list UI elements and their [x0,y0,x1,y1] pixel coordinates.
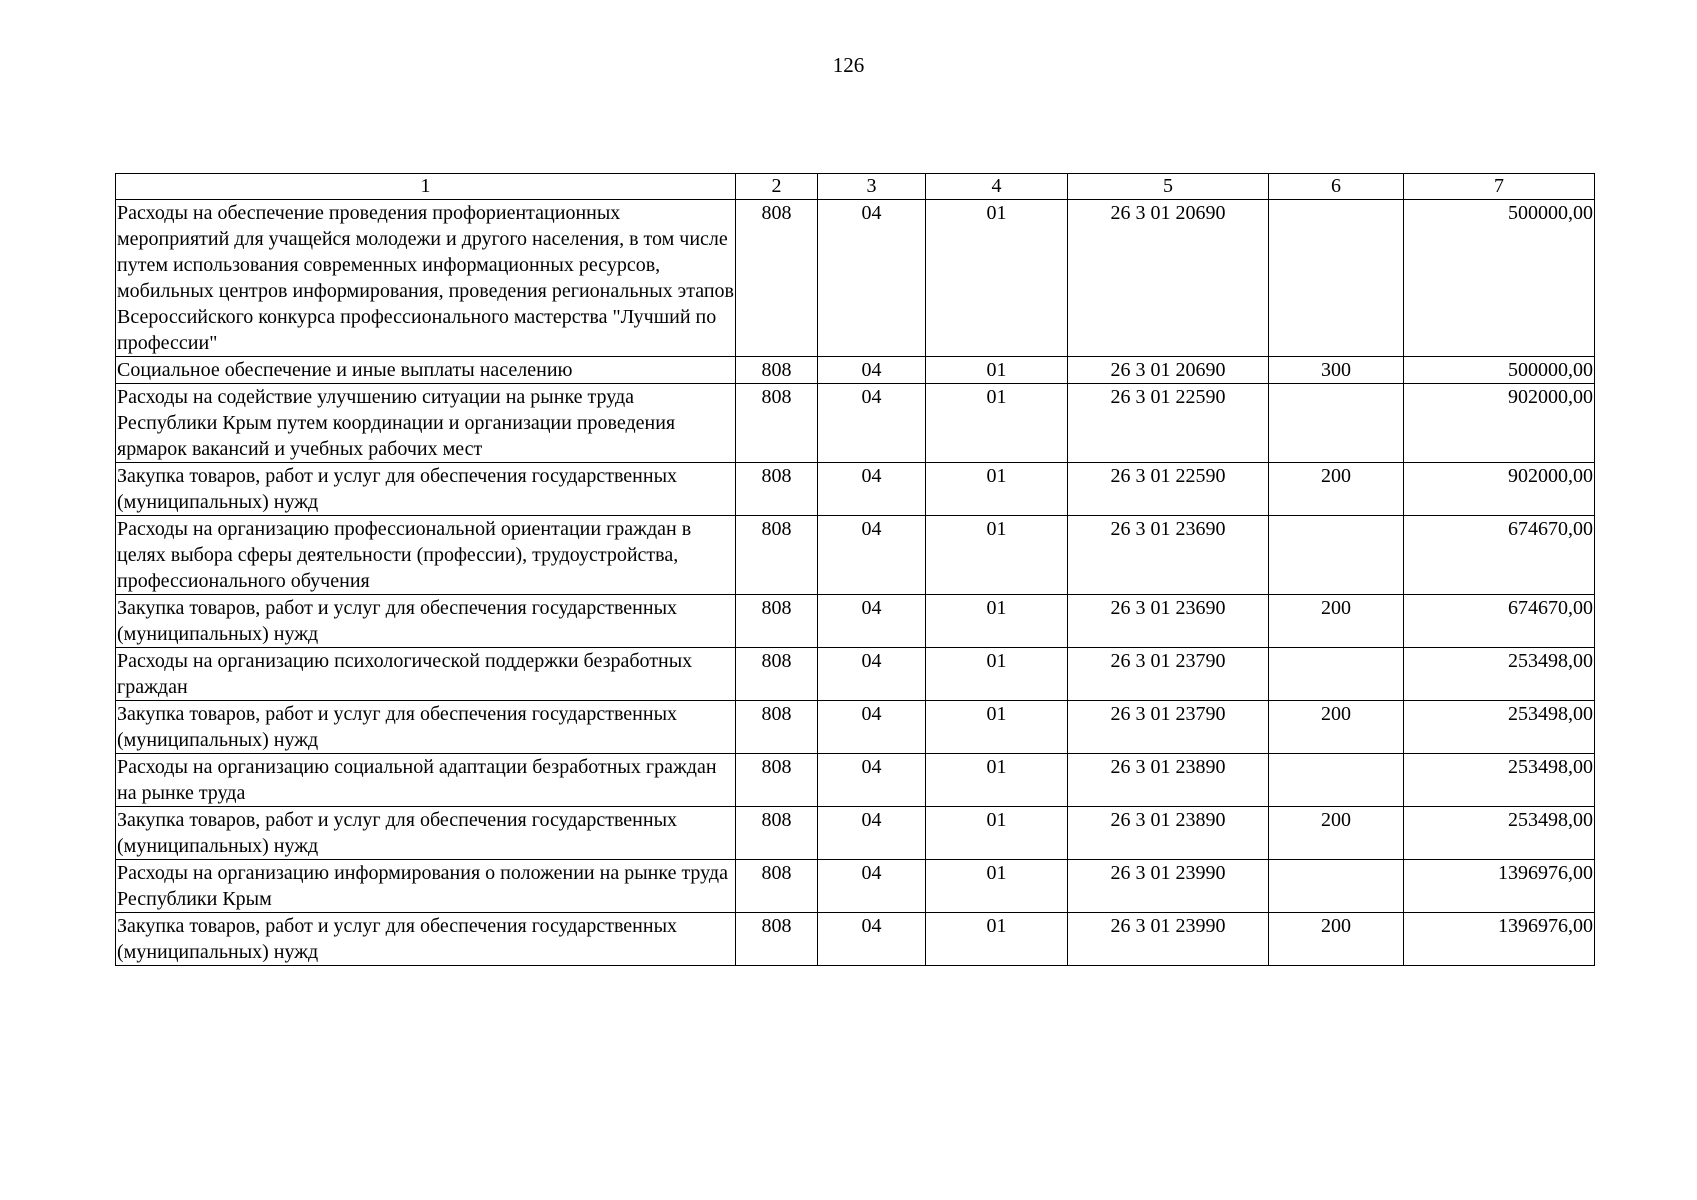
row-subsection-cell: 01 [926,648,1068,701]
table-row [116,701,1595,754]
row-expense-type-cell: 200 [1269,913,1404,966]
table-row [116,516,1595,595]
row-name-cell: Расходы на организацию психологической поддержки безработных граждан [116,648,736,701]
row-section-cell: 04 [818,200,926,357]
page-number: 126 [832,53,865,77]
row-subsection-cell: 01 [926,357,1068,384]
table-row [116,807,1595,860]
row-expense-type-cell [1269,754,1404,807]
header-col-2: 2 [736,174,818,200]
row-section-cell: 04 [818,754,926,807]
row-section-cell: 04 [818,463,926,516]
row-subsection-cell: 01 [926,463,1068,516]
row-ministry-cell: 808 [736,516,818,595]
header-col-6: 6 [1269,174,1404,200]
table-row [116,463,1595,516]
header-col-3: 3 [818,174,926,200]
row-ministry-cell: 808 [736,701,818,754]
row-target-code-cell: 26 3 01 23790 [1068,648,1269,701]
row-amount-cell: 500000,00 [1404,357,1595,384]
budget-table [115,173,1595,966]
row-section-cell: 04 [818,595,926,648]
row-amount-cell: 253498,00 [1404,754,1595,807]
header-col-5: 5 [1068,174,1269,200]
row-amount-cell: 253498,00 [1404,807,1595,860]
table-row [116,754,1595,807]
row-subsection-cell: 01 [926,754,1068,807]
row-subsection-cell: 01 [926,516,1068,595]
row-name-cell: Закупка товаров, работ и услуг для обеспечения государственных (муниципальных) нужд [116,595,736,648]
table-row [116,384,1595,463]
row-amount-cell: 500000,00 [1404,200,1595,357]
table-row [116,357,1595,384]
row-ministry-cell: 808 [736,357,818,384]
row-subsection-cell: 01 [926,913,1068,966]
row-expense-type-cell: 200 [1269,463,1404,516]
row-subsection-cell: 01 [926,595,1068,648]
header-col-1: 1 [116,174,736,200]
header-col-7: 7 [1404,174,1595,200]
row-section-cell: 04 [818,648,926,701]
row-expense-type-cell: 200 [1269,807,1404,860]
row-target-code-cell: 26 3 01 22590 [1068,384,1269,463]
row-section-cell: 04 [818,913,926,966]
row-amount-cell: 253498,00 [1404,701,1595,754]
row-ministry-cell: 808 [736,754,818,807]
row-amount-cell: 1396976,00 [1404,913,1595,966]
row-amount-cell: 674670,00 [1404,595,1595,648]
row-name-cell: Расходы на организацию социальной адаптации безработных граждан на рынке труда [116,754,736,807]
row-name-cell: Расходы на обеспечение проведения профориентационных мероприятий для учащейся молодежи и другого населения, в том числе путем использования современных информационных ресурсов, мобильных центров информирования, проведения региональных этапов Всероссийского конкурса профессионального мастерства "Лучший по профессии" [116,200,736,357]
row-amount-cell: 902000,00 [1404,463,1595,516]
row-target-code-cell: 26 3 01 22590 [1068,463,1269,516]
table-row [116,200,1595,357]
row-target-code-cell: 26 3 01 23690 [1068,595,1269,648]
row-ministry-cell: 808 [736,648,818,701]
table-row [116,595,1595,648]
row-section-cell: 04 [818,701,926,754]
row-name-cell: Закупка товаров, работ и услуг для обеспечения государственных (муниципальных) нужд [116,913,736,966]
row-target-code-cell: 26 3 01 23890 [1068,754,1269,807]
table-row [116,860,1595,913]
row-target-code-cell: 26 3 01 23790 [1068,701,1269,754]
row-amount-cell: 902000,00 [1404,384,1595,463]
row-target-code-cell: 26 3 01 20690 [1068,200,1269,357]
table-header [116,174,1595,200]
row-ministry-cell: 808 [736,860,818,913]
row-ministry-cell: 808 [736,913,818,966]
row-expense-type-cell: 200 [1269,595,1404,648]
row-subsection-cell: 01 [926,807,1068,860]
row-amount-cell: 1396976,00 [1404,860,1595,913]
header-col-4: 4 [926,174,1068,200]
row-subsection-cell: 01 [926,701,1068,754]
row-subsection-cell: 01 [926,200,1068,357]
row-expense-type-cell [1269,860,1404,913]
row-expense-type-cell [1269,384,1404,463]
table-row [116,913,1595,966]
row-section-cell: 04 [818,807,926,860]
row-name-cell: Закупка товаров, работ и услуг для обеспечения государственных (муниципальных) нужд [116,463,736,516]
row-expense-type-cell [1269,516,1404,595]
row-subsection-cell: 01 [926,860,1068,913]
row-section-cell: 04 [818,860,926,913]
row-target-code-cell: 26 3 01 20690 [1068,357,1269,384]
row-ministry-cell: 808 [736,463,818,516]
row-expense-type-cell [1269,200,1404,357]
row-ministry-cell: 808 [736,200,818,357]
row-ministry-cell: 808 [736,384,818,463]
row-expense-type-cell: 300 [1269,357,1404,384]
row-name-cell: Социальное обеспечение и иные выплаты населению [116,357,736,384]
row-name-cell: Расходы на организацию профессиональной ориентации граждан в целях выбора сферы деятельности (профессии), трудоустройства, профессионального обучения [116,516,736,595]
row-expense-type-cell [1269,648,1404,701]
row-expense-type-cell: 200 [1269,701,1404,754]
row-target-code-cell: 26 3 01 23990 [1068,860,1269,913]
row-section-cell: 04 [818,357,926,384]
row-name-cell: Расходы на содействие улучшению ситуации на рынке труда Республики Крым путем координации и организации проведения ярмарок вакансий и учебных рабочих мест [116,384,736,463]
row-name-cell: Закупка товаров, работ и услуг для обеспечения государственных (муниципальных) нужд [116,701,736,754]
table-body [116,200,1595,966]
row-section-cell: 04 [818,384,926,463]
row-amount-cell: 674670,00 [1404,516,1595,595]
row-ministry-cell: 808 [736,807,818,860]
row-ministry-cell: 808 [736,595,818,648]
row-section-cell: 04 [818,516,926,595]
row-subsection-cell: 01 [926,384,1068,463]
row-target-code-cell: 26 3 01 23990 [1068,913,1269,966]
table-row [116,648,1595,701]
header-row [116,174,1595,200]
row-target-code-cell: 26 3 01 23690 [1068,516,1269,595]
row-name-cell: Закупка товаров, работ и услуг для обеспечения государственных (муниципальных) нужд [116,807,736,860]
row-name-cell: Расходы на организацию информирования о положении на рынке труда Республики Крым [116,860,736,913]
row-amount-cell: 253498,00 [1404,648,1595,701]
row-target-code-cell: 26 3 01 23890 [1068,807,1269,860]
